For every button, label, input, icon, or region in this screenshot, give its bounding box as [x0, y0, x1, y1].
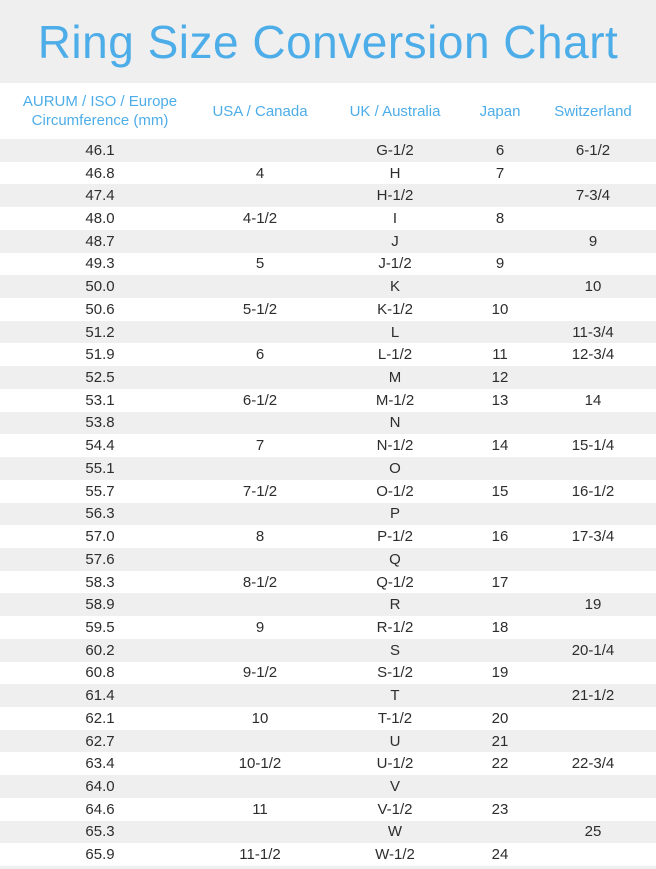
table-cell: P — [389, 505, 400, 523]
table-cell: P-1/2 — [377, 528, 413, 546]
table-cell: 5-1/2 — [242, 300, 278, 318]
table-cell: 7-3/4 — [575, 187, 611, 205]
table-cell: 11 — [492, 346, 508, 364]
column-header-circumference-line2: Circumference (mm) — [31, 112, 169, 129]
table-cell: 46.8 — [85, 164, 115, 182]
table-row — [0, 162, 656, 185]
table-row — [0, 571, 656, 594]
table-cell: W — [387, 823, 403, 841]
table-cell: I — [392, 210, 398, 228]
table-cell: 4 — [255, 164, 265, 182]
table-cell: H — [389, 164, 401, 182]
table-cell: J-1/2 — [378, 255, 412, 273]
table-cell: 47.4 — [85, 187, 115, 205]
table-row — [0, 525, 656, 548]
table-cell: 9 — [255, 618, 265, 636]
table-cell: 25 — [584, 823, 602, 841]
table-cell: 62.1 — [85, 709, 115, 727]
column-header-circumference-line1: AURUM / ISO / Europe — [22, 93, 178, 110]
table-cell: 10-1/2 — [238, 755, 282, 773]
table-row — [0, 707, 656, 730]
table-cell: 6-1/2 — [242, 391, 278, 409]
table-cell: 6 — [255, 346, 265, 364]
table-cell: O-1/2 — [376, 482, 414, 500]
table-row — [0, 548, 656, 571]
table-cell: 51.9 — [85, 346, 115, 364]
table-row — [0, 434, 656, 457]
table-cell: 21 — [491, 732, 509, 750]
table-cell: 12-3/4 — [571, 346, 615, 364]
table-cell: 50.0 — [85, 278, 115, 296]
table-cell: 63.4 — [85, 755, 115, 773]
table-cell: M — [388, 369, 402, 387]
table-cell: W-1/2 — [375, 846, 415, 864]
table-cell: 20-1/4 — [571, 641, 615, 659]
table-row — [0, 639, 656, 662]
table-cell: 19 — [491, 664, 509, 682]
table-cell: 50.6 — [85, 300, 115, 318]
table-cell: 13 — [491, 391, 509, 409]
table-cell: 24 — [491, 846, 509, 864]
table-cell: T-1/2 — [377, 709, 413, 727]
page-title: Ring Size Conversion Chart — [37, 15, 619, 68]
table-cell: 11 — [252, 800, 268, 818]
table-cell: V-1/2 — [377, 800, 413, 818]
column-header-japan: Japan — [479, 102, 521, 120]
table-row — [0, 230, 656, 253]
table-cell: 48.0 — [85, 210, 115, 228]
table-cell: 14 — [491, 437, 509, 455]
table-cell: 11-1/2 — [239, 846, 281, 864]
table-cell: U-1/2 — [376, 755, 414, 773]
table-cell: J — [391, 232, 399, 250]
table-cell: 10 — [584, 278, 602, 296]
table-cell: 11-3/4 — [572, 323, 614, 341]
table-row — [0, 730, 656, 753]
table-row — [0, 457, 656, 480]
table-cell: Q — [389, 550, 401, 568]
table-row — [0, 298, 656, 321]
table-cell: 6 — [495, 141, 505, 159]
table-cell: 9 — [588, 232, 598, 250]
table-row — [0, 843, 656, 866]
table-cell: U — [389, 732, 401, 750]
table-cell: 7 — [255, 437, 265, 455]
table-row — [0, 207, 656, 230]
table-cell: 12 — [491, 369, 509, 387]
table-cell: 53.1 — [85, 391, 115, 409]
table-cell: 58.9 — [85, 596, 115, 614]
table-row — [0, 253, 656, 276]
table-cell: R-1/2 — [376, 618, 414, 636]
table-cell: K-1/2 — [377, 300, 413, 318]
table-cell: 14 — [584, 391, 602, 409]
table-row — [0, 775, 656, 798]
table-row — [0, 684, 656, 707]
table-cell: 53.8 — [85, 414, 115, 432]
table-cell: S-1/2 — [377, 664, 413, 682]
table-cell: Q-1/2 — [376, 573, 414, 591]
table-cell: 4-1/2 — [242, 210, 278, 228]
column-header-uk-australia: UK / Australia — [349, 102, 441, 120]
table-cell: 23 — [491, 800, 509, 818]
title-band — [0, 0, 656, 83]
table-cell: T — [390, 687, 400, 705]
table-cell: 55.1 — [85, 459, 115, 477]
table-row — [0, 480, 656, 503]
table-cell: 55.7 — [85, 482, 115, 500]
table-cell: 9-1/2 — [242, 664, 278, 682]
column-header-usa-canada: USA / Canada — [212, 102, 308, 120]
table-cell: H-1/2 — [376, 187, 414, 205]
table-cell: 46.1 — [85, 141, 115, 159]
conversion-table — [0, 83, 656, 869]
table-row — [0, 752, 656, 775]
table-cell: S — [389, 641, 400, 659]
table-cell: 16-1/2 — [571, 482, 615, 500]
table-cell: 8 — [495, 210, 505, 228]
table-header-row — [0, 83, 656, 139]
table-cell: K — [389, 278, 400, 296]
table-cell: 51.2 — [85, 323, 115, 341]
table-row — [0, 139, 656, 162]
table-row — [0, 321, 656, 344]
table-cell: O — [389, 459, 401, 477]
column-header-circumference — [0, 92, 200, 130]
table-body — [0, 139, 656, 869]
table-row — [0, 662, 656, 685]
table-cell: 8-1/2 — [242, 573, 278, 591]
table-row — [0, 184, 656, 207]
table-cell: 57.0 — [85, 528, 115, 546]
table-row — [0, 798, 656, 821]
table-cell: G-1/2 — [376, 141, 414, 159]
table-cell: 20 — [491, 709, 509, 727]
table-cell: 17 — [491, 573, 509, 591]
table-cell: 60.8 — [85, 664, 115, 682]
table-cell: 65.9 — [85, 846, 115, 864]
table-cell: 22 — [491, 755, 509, 773]
table-cell: 54.4 — [85, 437, 115, 455]
table-cell: 17-3/4 — [571, 528, 615, 546]
table-cell: R — [389, 596, 401, 614]
table-cell: 61.4 — [85, 687, 115, 705]
table-cell: M-1/2 — [375, 391, 415, 409]
table-row — [0, 593, 656, 616]
table-cell: 49.3 — [85, 255, 115, 273]
table-row — [0, 616, 656, 639]
table-cell: 19 — [584, 596, 602, 614]
table-cell: 65.3 — [85, 823, 115, 841]
table-cell: 10 — [491, 300, 509, 318]
table-cell: V — [389, 777, 400, 795]
table-cell: 10 — [251, 709, 269, 727]
table-cell: 64.6 — [85, 800, 115, 818]
table-cell: L — [390, 323, 400, 341]
table-cell: 21-1/2 — [571, 687, 615, 705]
table-cell: 18 — [491, 618, 509, 636]
table-cell: 59.5 — [85, 618, 115, 636]
table-row — [0, 343, 656, 366]
table-row — [0, 821, 656, 844]
table-cell: 16 — [491, 528, 509, 546]
table-cell: 64.0 — [85, 777, 115, 795]
table-cell: 8 — [255, 528, 265, 546]
table-cell: 52.5 — [85, 369, 115, 387]
table-cell: 62.7 — [85, 732, 115, 750]
column-header-switzerland: Switzerland — [554, 102, 632, 120]
table-cell: 6-1/2 — [575, 141, 611, 159]
table-cell: 58.3 — [85, 573, 115, 591]
table-row — [0, 275, 656, 298]
table-cell: 9 — [495, 255, 505, 273]
table-cell: 22-3/4 — [571, 755, 615, 773]
table-row — [0, 412, 656, 435]
table-cell: 15 — [491, 482, 509, 500]
table-cell: 48.7 — [85, 232, 115, 250]
table-cell: 15-1/4 — [571, 437, 615, 455]
table-row — [0, 389, 656, 412]
table-cell: N-1/2 — [376, 437, 414, 455]
table-row — [0, 503, 656, 526]
table-cell: N — [389, 414, 401, 432]
table-cell: 60.2 — [85, 641, 115, 659]
table-cell: 7 — [495, 164, 505, 182]
table-cell: L-1/2 — [377, 346, 413, 364]
table-cell: 5 — [255, 255, 265, 273]
table-cell: 57.6 — [85, 550, 115, 568]
table-cell: 7-1/2 — [242, 482, 278, 500]
table-cell: 56.3 — [85, 505, 115, 523]
table-row — [0, 366, 656, 389]
